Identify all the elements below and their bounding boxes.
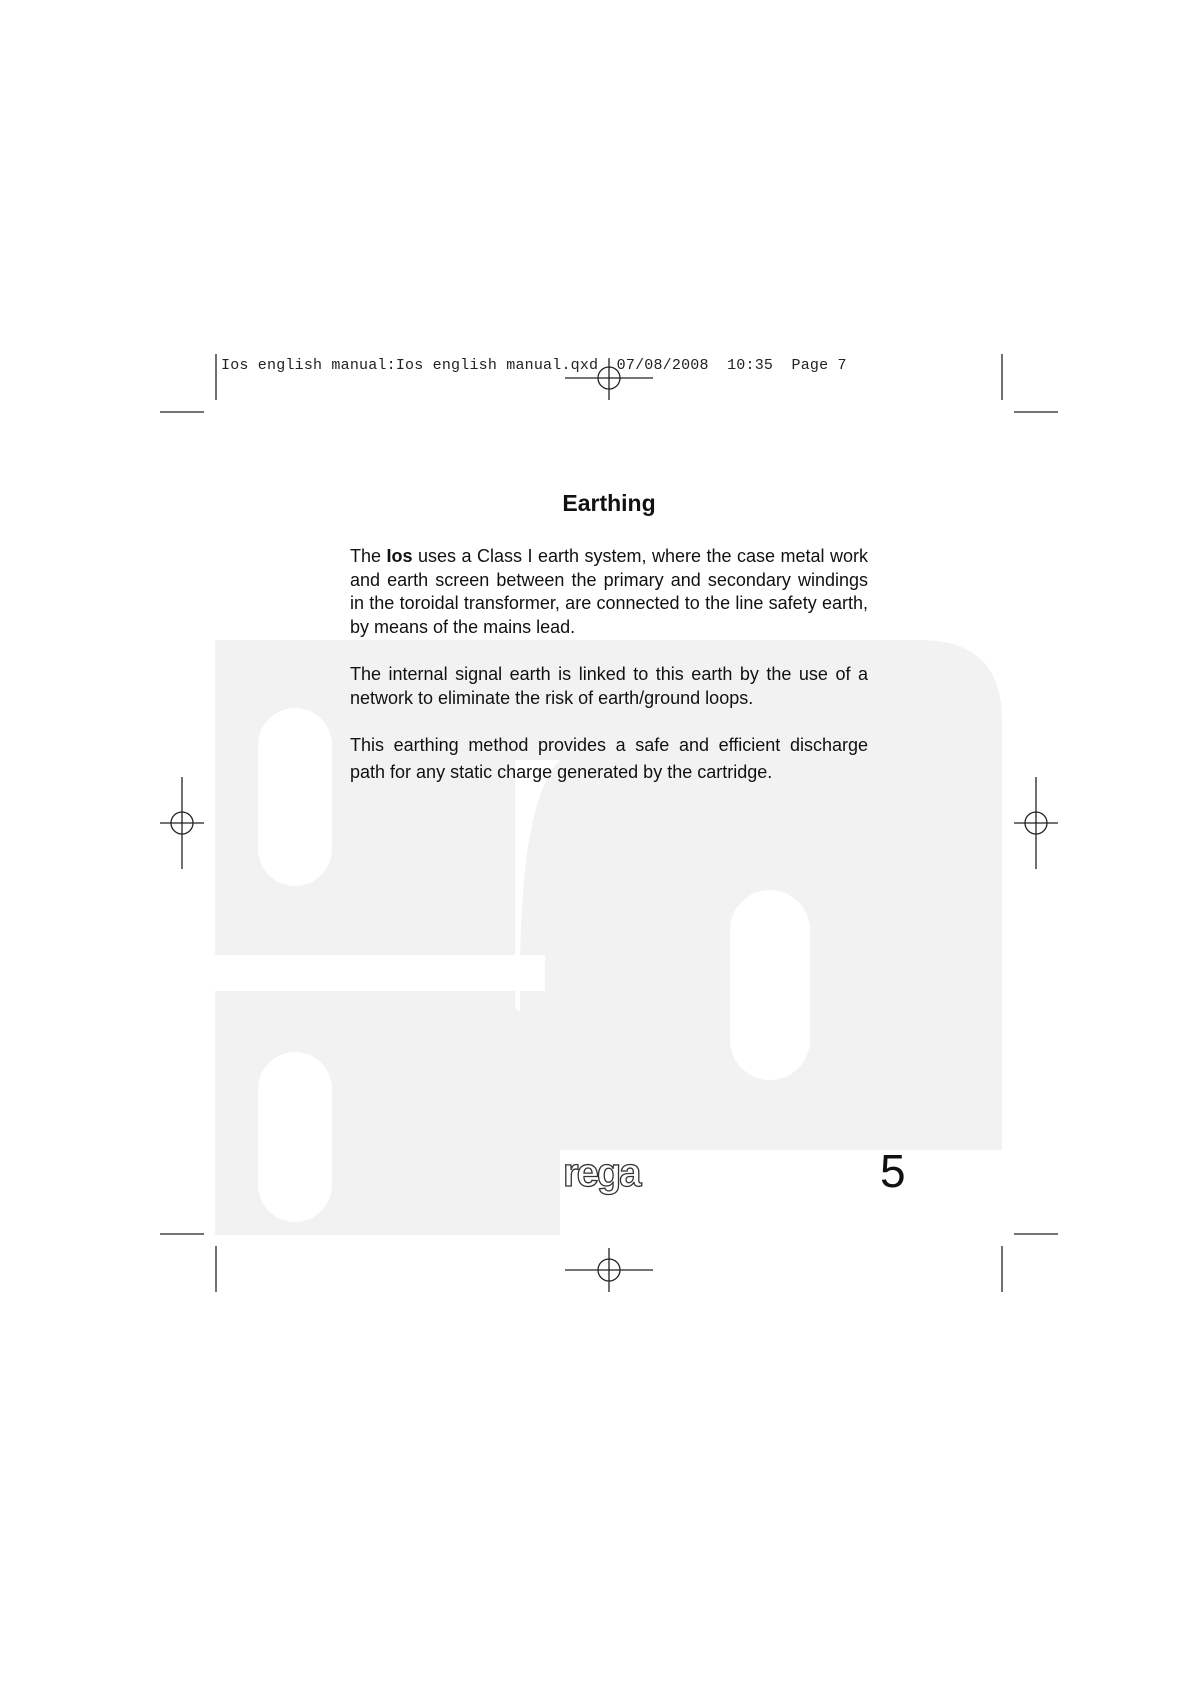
print-slug-line <box>221 357 847 374</box>
watermark-cutout-3 <box>730 890 810 1080</box>
slug-date: 07/08/2008 <box>616 357 709 374</box>
rega-logo <box>563 1151 642 1195</box>
watermark-gap <box>215 955 545 991</box>
watermark-cutout-2 <box>258 1052 332 1222</box>
page-number: 5 <box>880 1145 906 1197</box>
product-name: Ios <box>386 546 413 566</box>
registration-mark-left <box>160 777 204 869</box>
page-title: Earthing <box>562 490 656 516</box>
paragraph-discharge-path: This earthing method provides a safe and efficient discharge path for any static charge generated by the cartridge. <box>350 735 868 782</box>
registration-mark-right <box>1014 777 1058 869</box>
registration-mark-bottom <box>565 1248 653 1292</box>
paragraph1-body: uses a Class I earth system, where the case metal work and earth screen between the primary and secondary windings in the toroidal transformer, are connected to the line safety earth, by means of the mains lead. <box>350 546 868 637</box>
paragraph1-prefix: The <box>350 546 387 566</box>
paragraph-class-i-earth <box>350 545 868 639</box>
slug-page: Page 7 <box>791 357 847 374</box>
slug-file-name: Ios english manual:Ios english manual.qxd <box>221 357 599 374</box>
slug-time: 10:35 <box>727 357 774 374</box>
svg-text:rega: rega <box>563 1151 640 1195</box>
paragraph-signal-earth: The internal signal earth is linked to this earth by the use of a network to eliminate the risk of earth/ground loops. <box>350 664 868 708</box>
watermark-cutout-1 <box>258 708 332 886</box>
